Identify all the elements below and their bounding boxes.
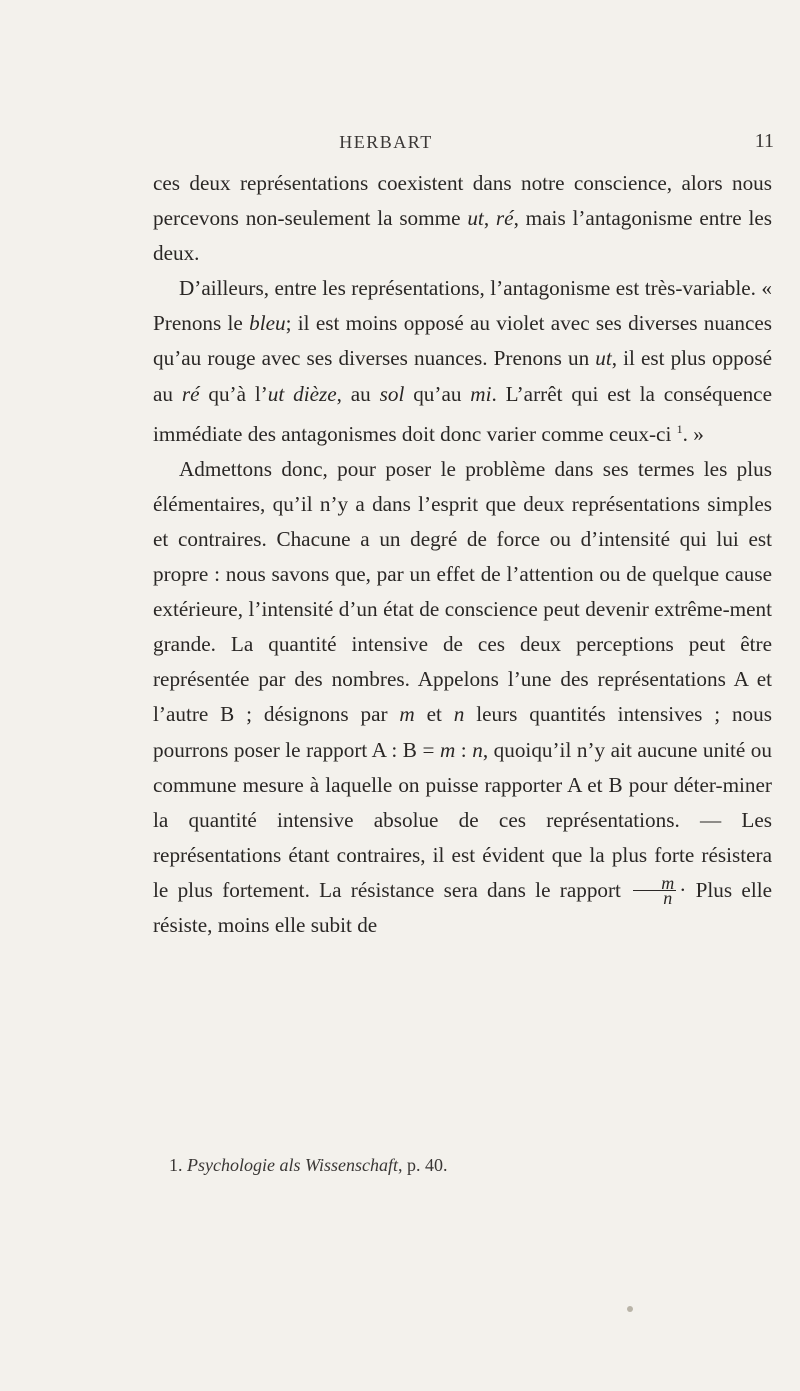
page-number: 11	[754, 130, 774, 152]
italic-term: ut dièze	[267, 381, 337, 406]
text-run: qu’à l’	[199, 381, 268, 406]
italic-term: ut	[595, 346, 612, 371]
body-text	[153, 166, 772, 943]
text-run: ces deux représentations coexistent dans notre conscience, alors nous percevons non-seulement la somme	[153, 171, 772, 231]
text-run: D’ailleurs, entre les représentations, l’antagonisme est très-variable. « Prenons le	[153, 276, 772, 336]
italic-term: sol	[379, 381, 405, 406]
paragraph-1	[153, 166, 772, 271]
footnote-reference: 1	[676, 421, 683, 436]
text-run: ,	[483, 206, 496, 231]
italic-term: ré	[181, 381, 200, 406]
text-run: , il est plus opposé au	[153, 346, 773, 406]
italic-variable: n	[472, 737, 483, 762]
fraction-denominator: n	[663, 887, 673, 908]
footnote-number: 1.	[169, 1155, 183, 1175]
text-run: . L’arrêt qui est la conséquence immédiate des antagonismes doit donc varier comme ceux-ci	[153, 381, 772, 446]
text-run: . »	[682, 421, 704, 446]
paragraph-2	[153, 271, 772, 452]
text-run: , mais l’antagonisme entre les deux.	[153, 206, 773, 266]
fraction-numerator: m	[633, 876, 676, 891]
text-run: , quoiqu’il n’y ait aucune unité ou commune mesure à laquelle on puisse rapporter A et B pour déter-miner la quantité intensive absolue de ces représentations. — Les représentations étant contraires, il est évident que la plus forte résistera le plus fortement. La résistance sera dans le rapport	[153, 737, 772, 902]
text-run: ; il est moins opposé au violet avec ses diverses nuances qu’au rouge avec ses diverses nuances. Prenons un	[153, 311, 773, 371]
text-run: et	[414, 702, 454, 727]
footnote-title: Psychologie als Wissenschaft	[187, 1155, 398, 1175]
italic-term: mi	[470, 381, 492, 406]
text-run: , au	[336, 381, 380, 406]
italic-variable: m	[439, 737, 456, 762]
italic-term: bleu	[249, 311, 286, 336]
running-head: HERBART	[339, 132, 433, 152]
text-run: leurs quantités intensives ; nous pourrons poser le rapport A : B =	[153, 702, 772, 762]
fraction-m-over-n	[633, 872, 676, 908]
italic-term: ré	[495, 206, 514, 231]
italic-variable: n	[453, 702, 465, 727]
text-run: qu’au	[404, 381, 471, 406]
italic-variable: m	[399, 702, 415, 727]
paragraph-3	[153, 452, 772, 943]
footnote-page: , p. 40.	[397, 1155, 448, 1175]
footnote	[169, 1155, 769, 1176]
text-run: · Plus elle résiste, moins elle subit de	[153, 877, 772, 938]
italic-term: ut	[467, 206, 484, 231]
text-run: :	[455, 737, 473, 762]
paper-speck	[627, 1306, 633, 1312]
page-header	[152, 132, 788, 162]
text-run: Admettons donc, pour poser le problème dans ses termes les plus élémentaires, qu’il n’y a dans l’esprit que deux représentations simples et contraires. Chacune a un degré de force ou d’intensité qui lui est propre : nous savons que, par un effet de l’attention ou de quelque cause extérieure, l’intensité d’un état de conscience peut devenir extrême-ment grande. La quantité intensive de ces deux perceptions peut être représentée par des nombres. Appelons l’une des représentations A et l’autre B ; désignons par	[153, 456, 772, 727]
